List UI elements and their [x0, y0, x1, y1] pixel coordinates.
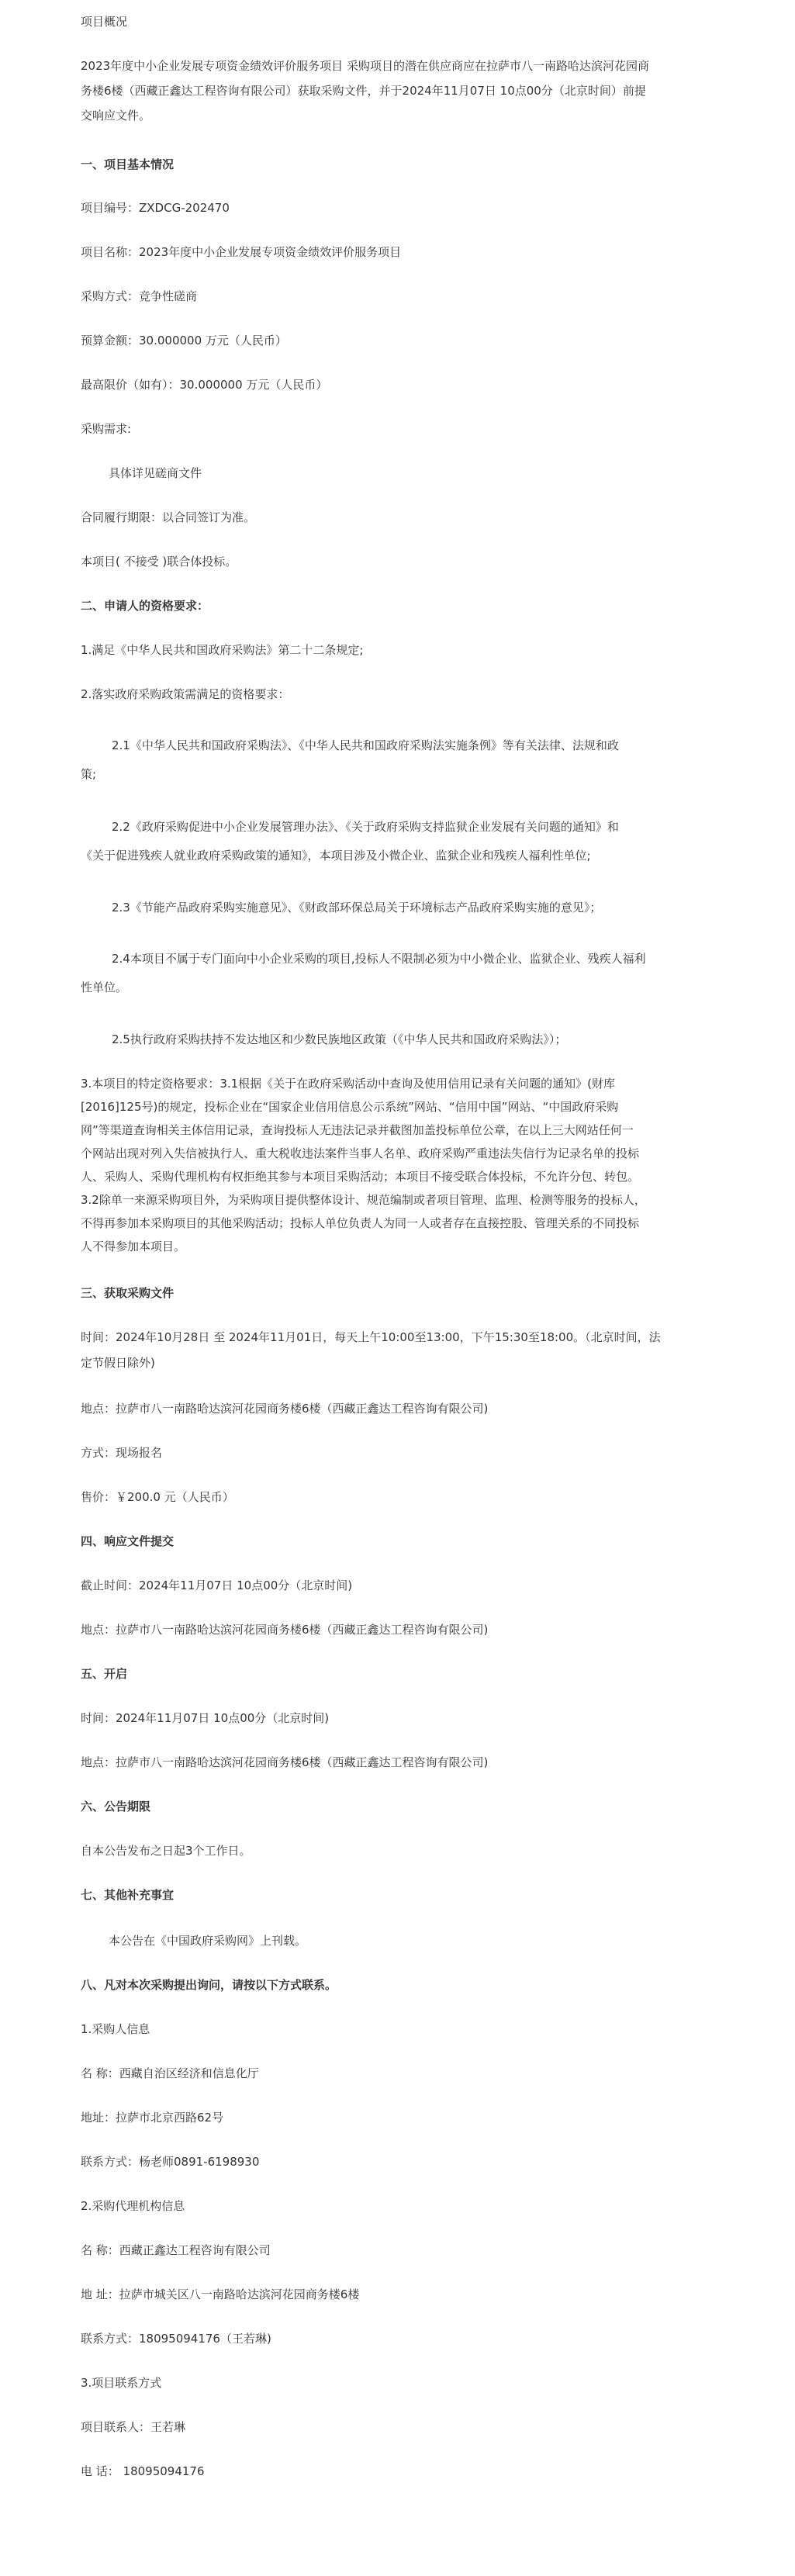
special-requirement-line-3: 网”等渠道查询相关主体信用记录，查询投标人无违法记录并截图加盖投标单位公章，在以上三大网站任何一: [81, 1123, 634, 1137]
section-3-heading: 三、获取采购文件: [81, 1286, 175, 1300]
opening-time: 时间：2024年11月07日 10点00分（北京时间): [81, 1711, 330, 1725]
submission-place: 地点：拉萨市八一南路哈达滨河花园商务楼6楼（西藏正鑫达工程咨询有限公司): [81, 1623, 489, 1637]
project-contact-person: 项目联系人：王若琳: [81, 2420, 186, 2434]
qualification-2-4-line-1: 2.4本项目不属于专门面向中小企业采购的项目,投标人不限制必须为中小微企业、监狱企业、残疾人福利: [112, 952, 646, 966]
buyer-contact: 联系方式：杨老师0891-6198930: [81, 2155, 260, 2169]
section-8-heading: 八、凡对本次采购提出询问，请按以下方式联系。: [81, 1978, 337, 1992]
opening-place: 地点：拉萨市八一南路哈达滨河花园商务楼6楼（西藏正鑫达工程咨询有限公司): [81, 1755, 489, 1769]
special-requirement-line-2: [2016]125号)的规定，投标企业在“国家企业信用信息公示系统”网站、“信用中国”网站、“中国政府采购: [81, 1100, 619, 1114]
qualification-2-2-line-2: 《关于促进残疾人就业政府采购政策的通知》，本项目涉及小微企业、监狱企业和残疾人福利性单位;: [81, 849, 591, 863]
buyer-name: 名 称：西藏自治区经济和信息化厅: [81, 2066, 259, 2080]
qualification-2-4-line-2: 性单位。: [81, 980, 128, 994]
special-requirement-line-8: 人不得参加本项目。: [81, 1240, 186, 1253]
needs-text: 具体详见磋商文件: [109, 466, 202, 480]
max-price: 最高限价（如有）：30.000000 万元（人民币）: [81, 378, 328, 392]
project-contact-title: 3.项目联系方式: [81, 2376, 162, 2390]
overview-line-2: 务楼6楼（西藏正鑫达工程咨询有限公司）获取采购文件，并于2024年11月07日 10点00分（北京时间）前提: [81, 84, 646, 98]
qualification-2-1-line-2: 策;: [81, 767, 97, 781]
acquire-time-line-1: 时间：2024年10月28日 至 2024年11月01日，每天上午10:00至13:00，下午15:30至18:00。（北京时间，法: [81, 1330, 661, 1344]
section-6-heading: 六、公告期限: [81, 1800, 151, 1814]
special-requirement-line-5: 人、采购人、采购代理机构有权拒绝其参与本项目采购活动；本项目不接受联合体投标，不允许分包、转包。: [81, 1170, 640, 1184]
notice-period: 自本公告发布之日起3个工作日。: [81, 1844, 251, 1858]
document-price: 售价：￥200.0 元（人民币）: [81, 1490, 234, 1504]
qualification-2-3: 2.3《节能产品政府采购实施意见》、《财政部环保总局关于环境标志产品政府采购实施的意见》；: [112, 901, 602, 915]
special-requirement-line-1: 3.本项目的特定资格要求：3.1根据《关于在政府采购活动中查询及使用信用记录有关问题的通知》(财库: [81, 1077, 616, 1091]
overview-line-3: 交响应文件。: [81, 109, 151, 123]
qualification-2-5: 2.5执行政府采购扶持不发达地区和少数民族地区政策（《中华人民共和国政府采购法》）；: [112, 1032, 567, 1046]
qualification-2: 2.落实政府采购政策需满足的资格要求：: [81, 687, 290, 701]
acquire-place: 地点：拉萨市八一南路哈达滨河花园商务楼6楼（西藏正鑫达工程咨询有限公司): [81, 1402, 489, 1416]
overview-line-1: 2023年度中小企业发展专项资金绩效评价服务项目 采购项目的潜在供应商应在拉萨市八一南路哈达滨河花园商: [81, 59, 649, 73]
acquire-time-line-2: 定节假日除外): [81, 1356, 155, 1370]
section-5-heading: 五、开启: [81, 1667, 128, 1681]
submission-deadline: 截止时间：2024年11月07日 10点00分（北京时间): [81, 1578, 353, 1592]
qualification-2-1-line-1: 2.1《中华人民共和国政府采购法》、《中华人民共和国政府采购法实施条例》等有关法律、法规和政: [112, 738, 619, 752]
agency-info-title: 2.采购代理机构信息: [81, 2199, 185, 2213]
agency-address: 地 址：拉萨市城关区八一南路哈达滨河花园商务楼6楼: [81, 2287, 360, 2301]
supplementary-text: 本公告在《中国政府采购网》上刊载。: [109, 1934, 307, 1948]
consortium-note: 本项目( 不接受 )联合体投标。: [81, 555, 237, 569]
special-requirement-line-6: 3.2除单一来源采购项目外，为采购项目提供整体设计、规范编制或者项目管理、监理、检测等服务的投标人，: [81, 1193, 646, 1207]
overview-heading: 项目概况: [81, 15, 128, 29]
project-number: 项目编号：ZXDCG-202470: [81, 201, 230, 215]
section-1-heading: 一、项目基本情况: [81, 157, 175, 171]
special-requirement-line-4: 个网站出现对列入失信被执行人、重大税收违法案件当事人名单、政府采购严重违法失信行为记录名单的投标: [81, 1146, 640, 1160]
qualification-2-2-line-1: 2.2《政府采购促进中小企业发展管理办法》、《关于政府采购支持监狱企业发展有关问题的通知》和: [112, 820, 619, 834]
section-4-heading: 四、响应文件提交: [81, 1534, 175, 1548]
project-name: 项目名称：2023年度中小企业发展专项资金绩效评价服务项目: [81, 245, 402, 259]
budget-amount: 预算金额：30.000000 万元（人民币）: [81, 334, 287, 348]
needs-label: 采购需求:: [81, 422, 132, 436]
section-7-heading: 七、其他补充事宜: [81, 1888, 175, 1902]
agency-name: 名 称：西藏正鑫达工程咨询有限公司: [81, 2243, 271, 2257]
project-contact-phone: 电 话： 18095094176: [81, 2464, 205, 2478]
procurement-method: 采购方式：竞争性磋商: [81, 289, 198, 303]
section-2-heading: 二、申请人的资格要求：: [81, 599, 209, 613]
special-requirement-line-7: 不得再参加本采购项目的其他采购活动；投标人单位负责人为同一人或者存在直接控股、管理关系的不同投标: [81, 1216, 640, 1230]
buyer-info-title: 1.采购人信息: [81, 2022, 150, 2036]
contract-period: 合同履行期限：以合同签订为准。: [81, 510, 256, 524]
acquire-method: 方式：现场报名: [81, 1446, 163, 1460]
agency-contact: 联系方式：18095094176（王若琳): [81, 2332, 271, 2346]
qualification-1: 1.满足《中华人民共和国政府采购法》第二十二条规定;: [81, 643, 364, 657]
buyer-address: 地址：拉萨市北京西路62号: [81, 2111, 224, 2125]
